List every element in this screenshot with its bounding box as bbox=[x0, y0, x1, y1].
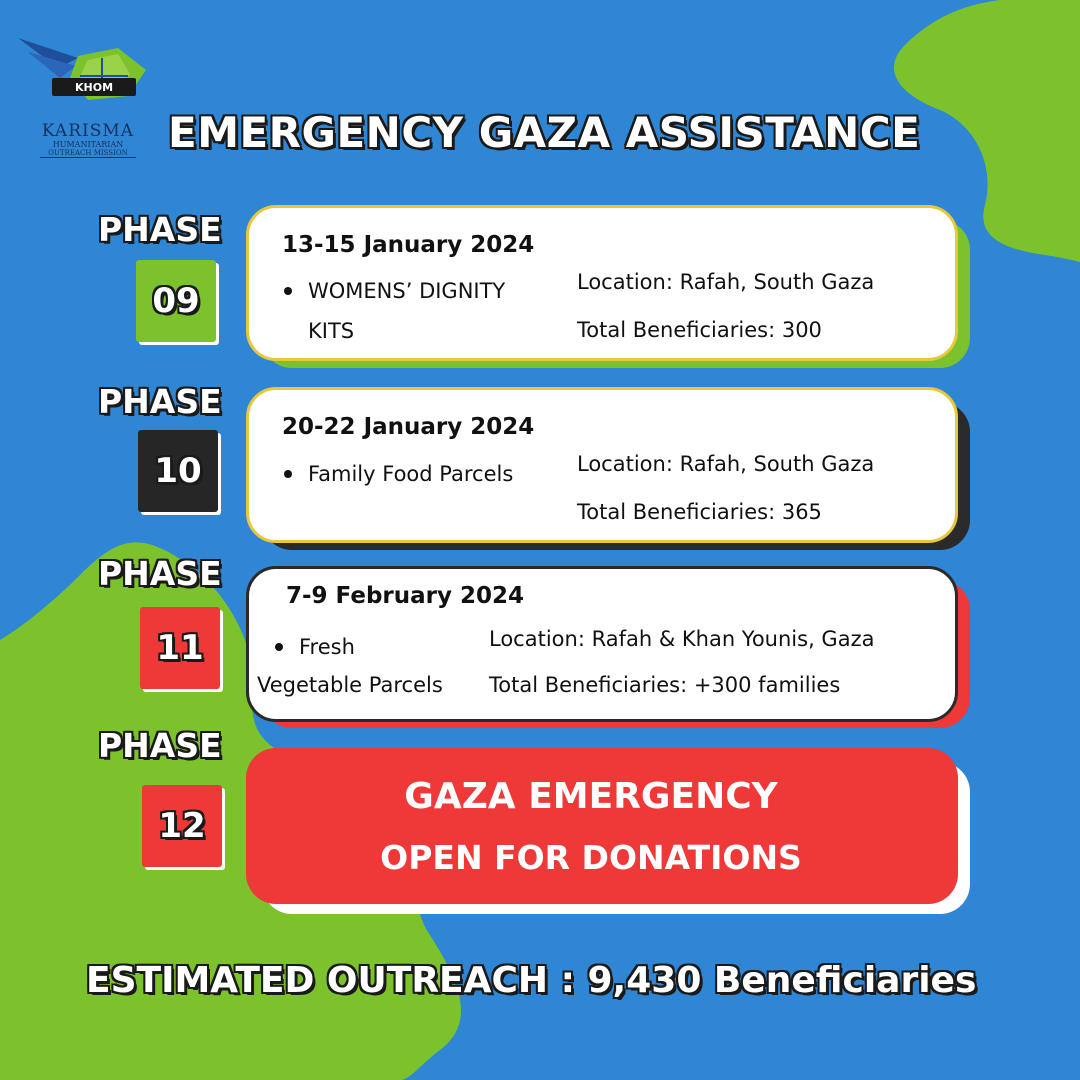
phase-10-beneficiaries: Total Beneficiaries: 365 bbox=[577, 500, 822, 524]
logo-subtitle-1: HUMANITARIAN bbox=[52, 140, 124, 149]
phase-10-item-line1: Family Food Parcels bbox=[308, 462, 514, 486]
phase-10-label: PHASE bbox=[98, 382, 222, 421]
phase-11-item-line1: Fresh bbox=[299, 635, 355, 659]
phase-11-item bbox=[275, 627, 355, 667]
phase-12-donation-card[interactable] bbox=[246, 748, 958, 904]
logo-badge: KHOM bbox=[74, 81, 114, 94]
bullet-icon bbox=[284, 287, 292, 295]
logo-wordmark bbox=[40, 122, 136, 158]
bullet-icon bbox=[275, 643, 283, 651]
logo-name: KARISMA bbox=[41, 121, 135, 141]
phase-09-item-line2: KITS bbox=[308, 319, 355, 343]
phase-12-number-badge: 12 bbox=[142, 785, 222, 867]
estimated-outreach-footer: ESTIMATED OUTREACH : 9,430 Beneficiaries bbox=[86, 960, 977, 1001]
phase-11-card bbox=[246, 566, 958, 722]
phase-09-item bbox=[284, 271, 505, 351]
phase-09-label: PHASE bbox=[98, 210, 222, 249]
phase-12-subheadline: OPEN FOR DONATIONS bbox=[380, 838, 802, 877]
phase-11-location: Location: Rafah & Khan Younis, Gaza bbox=[489, 627, 875, 651]
phase-10-item bbox=[284, 454, 513, 494]
phase-09-number-badge: 09 bbox=[136, 260, 216, 342]
phase-10-location: Location: Rafah, South Gaza bbox=[577, 452, 875, 476]
phase-11-date: 7-9 February 2024 bbox=[286, 583, 524, 609]
phase-11-item-line2: Vegetable Parcels bbox=[257, 673, 443, 697]
logo-subtitle-2: OUTREACH MISSION bbox=[40, 149, 136, 158]
phase-12-label: PHASE bbox=[98, 726, 222, 765]
phase-12-headline: GAZA EMERGENCY bbox=[404, 776, 778, 817]
phase-09-beneficiaries: Total Beneficiaries: 300 bbox=[577, 318, 822, 342]
bullet-icon bbox=[284, 470, 292, 478]
page-title: EMERGENCY GAZA ASSISTANCE bbox=[168, 108, 921, 157]
phase-11-beneficiaries: Total Beneficiaries: +300 families bbox=[489, 673, 841, 697]
phase-11-number-badge: 11 bbox=[140, 607, 220, 689]
phase-10-card bbox=[246, 387, 958, 543]
phase-09-location: Location: Rafah, South Gaza bbox=[577, 270, 875, 294]
phase-09-item-line1: WOMENS’ DIGNITY bbox=[308, 279, 506, 303]
phase-09-card bbox=[246, 205, 958, 361]
phase-10-date: 20-22 January 2024 bbox=[282, 414, 535, 440]
phase-10-number-badge: 10 bbox=[138, 430, 218, 512]
phase-09-date: 13-15 January 2024 bbox=[282, 232, 535, 258]
phase-11-label: PHASE bbox=[98, 554, 222, 593]
